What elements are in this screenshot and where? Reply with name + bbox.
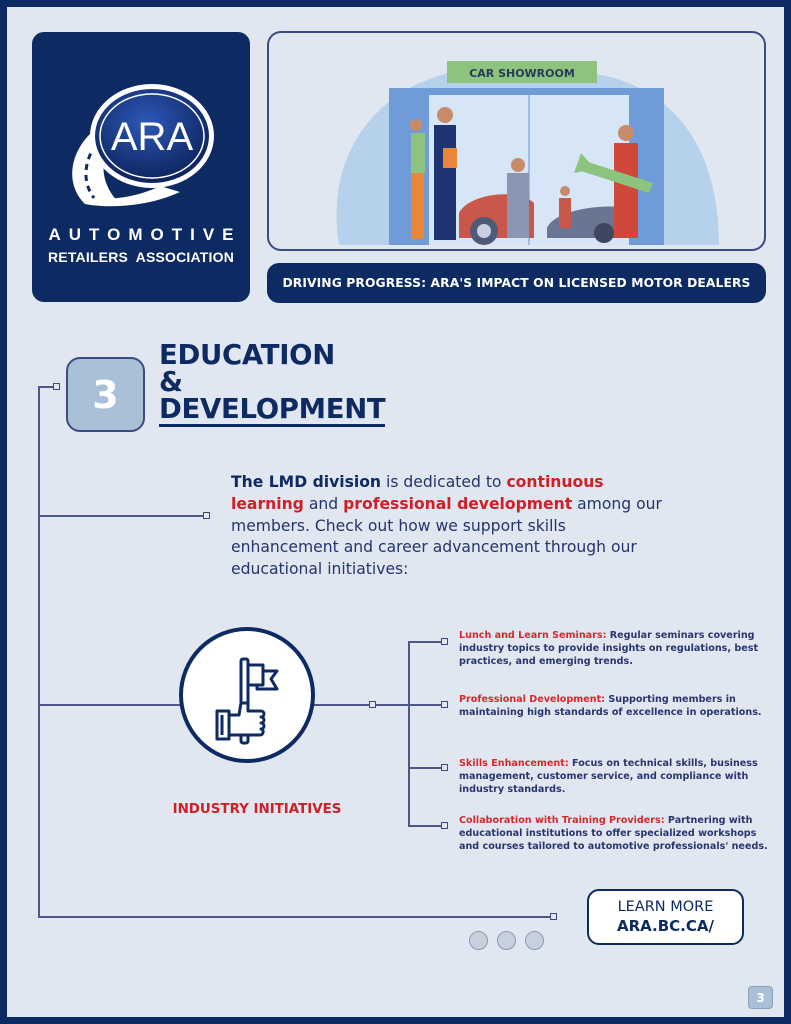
- connector-line: [38, 515, 204, 517]
- intro-highlight-learning: continuous learning: [231, 473, 604, 513]
- ara-logo: [32, 32, 250, 302]
- intro-text: is dedicated to: [381, 473, 507, 491]
- initiative-text: Focus on technical skills, business management, customer service, and compliance with industry standards.: [459, 758, 758, 795]
- initiative-title: Lunch and Learn Seminars:: [459, 630, 607, 641]
- connector-node: [369, 701, 376, 708]
- industry-initiatives-circle: [179, 627, 315, 763]
- section-title: [159, 339, 386, 427]
- initiative-text: Regular seminars covering industry topics to provide insights on regulations, best practices, and emerging trends.: [459, 630, 759, 667]
- connector-node: [53, 383, 60, 390]
- car-showroom-illustration-icon: [269, 33, 764, 249]
- connector-line: [38, 386, 40, 918]
- ara-logo-mark-icon: [60, 74, 222, 214]
- connector-node: [203, 512, 210, 519]
- connector-line: [408, 767, 442, 769]
- initiative-title: Skills Enhancement:: [459, 758, 569, 769]
- connector-node: [441, 638, 448, 645]
- connector-line: [408, 641, 442, 643]
- connector-line: [408, 641, 410, 827]
- initiative-item: [459, 757, 774, 796]
- connector-line: [408, 704, 442, 706]
- industry-initiatives-label: INDUSTRY INITIATIVES: [172, 802, 342, 817]
- page-dot[interactable]: [469, 931, 488, 950]
- website-link[interactable]: ARA.BC.CA/: [617, 917, 714, 935]
- learn-more-label: LEARN MORE: [617, 899, 714, 915]
- connector-line: [313, 704, 409, 706]
- page-dot[interactable]: [497, 931, 516, 950]
- connector-node: [441, 764, 448, 771]
- logo-mark-text: ARA: [110, 115, 194, 159]
- initiative-title: Collaboration with Training Providers:: [459, 815, 665, 826]
- page-banner: DRIVING PROGRESS: ARA'S IMPACT ON LICENSED MOTOR DEALERS: [267, 263, 766, 303]
- logo-line1: AUTOMOTIVE: [48, 225, 242, 244]
- intro-text: and: [303, 494, 344, 513]
- page: [7, 7, 784, 1017]
- section-title-line1: EDUCATION: [159, 339, 335, 371]
- section-number-badge: 3: [66, 357, 145, 432]
- connector-node: [441, 822, 448, 829]
- intro-text: among our members. Check out how we support skills enhancement and career advancement through our educational initiatives:: [231, 494, 662, 579]
- showroom-illustration: [267, 31, 766, 251]
- initiative-item: [459, 693, 774, 719]
- initiative-text: Partnering with educational institutions to offer specialized workshops and courses tailored to automotive professionals' needs.: [459, 815, 768, 852]
- intro-highlight-development: professional development: [343, 494, 573, 513]
- connector-line: [38, 916, 551, 918]
- logo-line2: RETAILERS ASSOCIATION: [47, 249, 235, 265]
- connector-line: [38, 704, 180, 706]
- section-title-line2: &: [159, 366, 183, 398]
- section-title-line3: DEVELOPMENT: [159, 393, 386, 425]
- connector-node: [550, 913, 557, 920]
- initiative-item: [459, 814, 774, 853]
- initiative-item: [459, 629, 774, 668]
- initiative-title: Professional Development:: [459, 694, 606, 705]
- hand-holding-flag-icon: [211, 655, 291, 745]
- showroom-sign-text: CAR SHOWROOM: [469, 67, 575, 80]
- initiative-text: Supporting members in maintaining high standards of excellence in operations.: [459, 694, 762, 718]
- intro-paragraph: [231, 472, 671, 581]
- connector-line: [38, 386, 54, 388]
- learn-more-button[interactable]: [587, 889, 744, 945]
- intro-lead: The LMD division: [231, 473, 382, 491]
- connector-node: [441, 701, 448, 708]
- page-number-badge: 3: [748, 986, 773, 1009]
- page-dot[interactable]: [525, 931, 544, 950]
- connector-line: [408, 825, 442, 827]
